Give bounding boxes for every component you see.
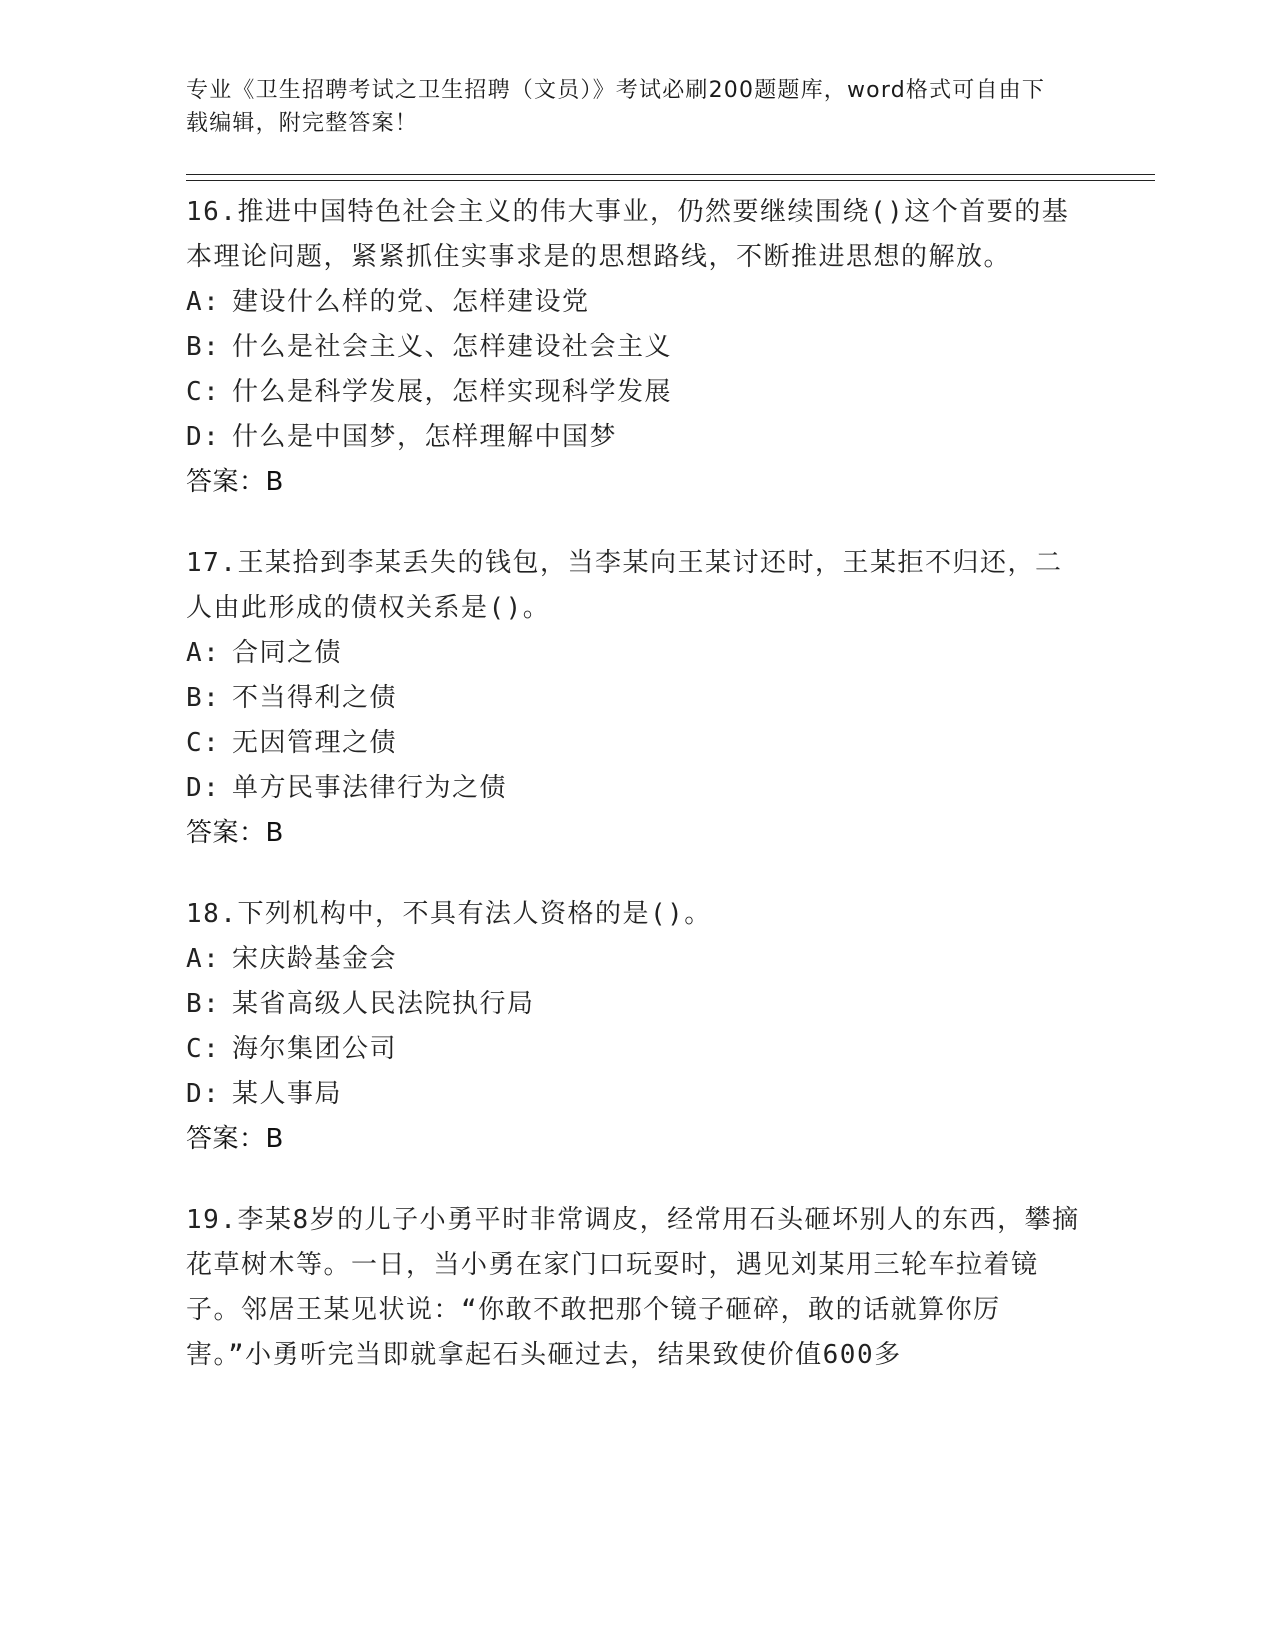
option-letter: D: xyxy=(186,1079,221,1109)
option-d xyxy=(186,766,1086,811)
option-b xyxy=(186,676,1086,721)
question-text: 19.李某8岁的儿子小勇平时非常调皮，经常用石头砸坏别人的东西，攀摘花草树木等。一日，当小勇在家门口玩耍时，遇见刘某用三轮车拉着镜子。邻居王某见状说：“你敢不敢把那个镜子砸碎，敢的话就算你厉害。”小勇听完当即就拿起石头砸过去，结果致使价值600多 xyxy=(186,1205,1080,1370)
question-17 xyxy=(186,541,1086,856)
option-a xyxy=(186,937,1086,982)
question-19 xyxy=(186,1198,1086,1378)
option-text: 无因管理之债 xyxy=(232,728,398,758)
header-rule-top xyxy=(186,174,1155,175)
option-c xyxy=(186,721,1086,766)
option-text: 什么是中国梦，怎样理解中国梦 xyxy=(232,422,618,452)
question-list xyxy=(186,190,1086,1414)
option-letter: A: xyxy=(186,638,221,668)
answer: 答案：B xyxy=(186,467,284,497)
answer: 答案：B xyxy=(186,818,284,848)
option-c xyxy=(186,370,1086,415)
option-text: 某人事局 xyxy=(232,1079,343,1109)
option-letter: C: xyxy=(186,1034,221,1064)
question-text: 17.王某拾到李某丢失的钱包，当李某向王某讨还时，王某拒不归还，二人由此形成的债权关系是()。 xyxy=(186,548,1063,623)
document-header: 专业《卫生招聘考试之卫生招聘（文员）》考试必刷200题题库，word格式可自由下载编辑，附完整答案！ xyxy=(186,78,1046,136)
option-text: 海尔集团公司 xyxy=(232,1034,398,1064)
question-18 xyxy=(186,892,1086,1162)
option-letter: B: xyxy=(186,332,221,362)
option-letter: D: xyxy=(186,773,221,803)
option-text: 合同之债 xyxy=(232,638,343,668)
option-text: 建设什么样的党、怎样建设党 xyxy=(232,287,590,317)
option-text: 单方民事法律行为之债 xyxy=(232,773,508,803)
option-c xyxy=(186,1027,1086,1072)
option-letter: C: xyxy=(186,728,221,758)
option-d xyxy=(186,415,1086,460)
answer: 答案：B xyxy=(186,1124,284,1154)
option-text: 某省高级人民法院执行局 xyxy=(232,989,535,1019)
option-b xyxy=(186,325,1086,370)
option-text: 什么是科学发展，怎样实现科学发展 xyxy=(232,377,673,407)
option-b xyxy=(186,982,1086,1027)
question-16 xyxy=(186,190,1086,505)
option-letter: B: xyxy=(186,989,221,1019)
option-letter: D: xyxy=(186,422,221,452)
header-rule-bottom xyxy=(186,180,1155,181)
option-text: 不当得利之债 xyxy=(232,683,398,713)
option-letter: A: xyxy=(186,287,221,317)
option-a xyxy=(186,631,1086,676)
option-a xyxy=(186,280,1086,325)
option-text: 宋庆龄基金会 xyxy=(232,944,398,974)
option-d xyxy=(186,1072,1086,1117)
option-letter: B: xyxy=(186,683,221,713)
option-letter: C: xyxy=(186,377,221,407)
option-letter: A: xyxy=(186,944,221,974)
question-text: 18.下列机构中，不具有法人资格的是()。 xyxy=(186,899,712,929)
question-text: 16.推进中国特色社会主义的伟大事业，仍然要继续围绕()这个首要的基本理论问题，紧紧抓住实事求是的思想路线，不断推进思想的解放。 xyxy=(186,197,1070,272)
option-text: 什么是社会主义、怎样建设社会主义 xyxy=(232,332,673,362)
